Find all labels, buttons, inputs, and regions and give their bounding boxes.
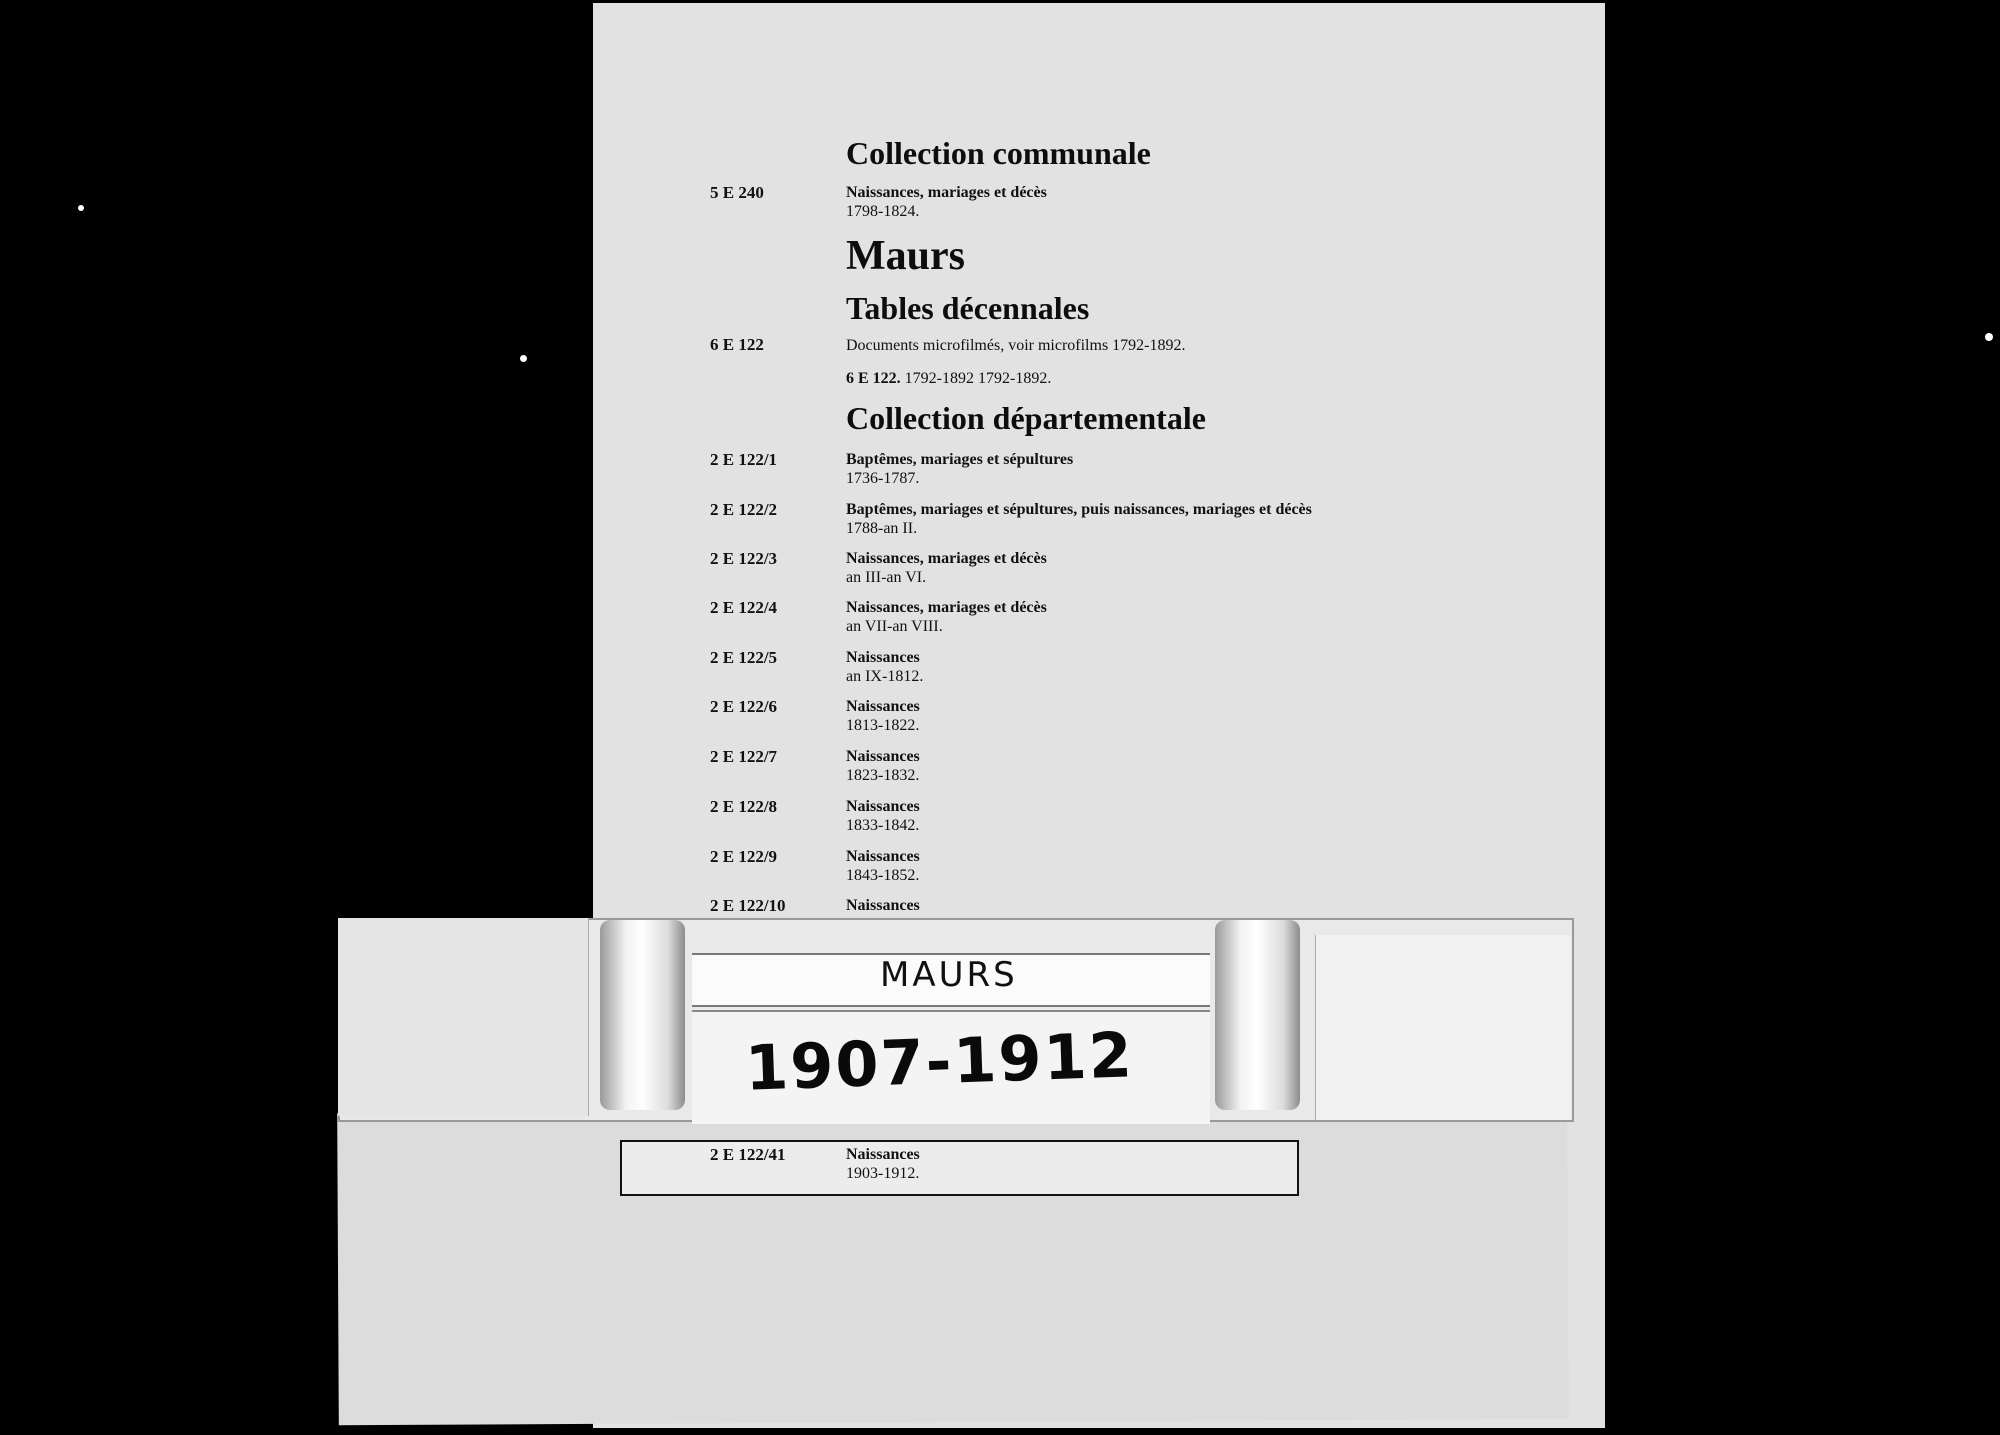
entry-title: Baptêmes, mariages et sépultures, puis naissances, mariages et décès [846, 501, 1312, 518]
last-entry-title: Naissances [846, 1146, 920, 1163]
tables-code: 6 E 122 [710, 335, 764, 354]
entry-dates: 1798-1824. [846, 203, 920, 220]
entry-title: Naissances, mariages et décès [846, 550, 1047, 567]
heading-collection-departementale: Collection départementale [846, 400, 1206, 436]
entry-description [846, 183, 1047, 221]
entry-description [846, 500, 1312, 538]
entry-code: 2 E 122/2 [710, 500, 778, 519]
label-years: 1907-1912 [743, 1018, 1136, 1105]
entry-description [846, 747, 920, 785]
entry-code: 2 E 122/7 [710, 747, 778, 766]
entry-dates: an III-an VI. [846, 569, 927, 586]
entry-code: 2 E 122/9 [710, 847, 778, 866]
last-entry-description [846, 1145, 920, 1183]
entry-title: Baptêmes, mariages et sépultures [846, 451, 1074, 468]
label-place: MAURS [880, 955, 1018, 995]
entry-title: Naissances [846, 649, 920, 666]
tables-note-code: 6 E 122. [846, 370, 901, 387]
entry-description [846, 847, 920, 885]
entry-dates: an IX-1812. [846, 668, 924, 685]
entry-description [846, 549, 1047, 587]
entry-code: 5 E 240 [710, 183, 764, 202]
last-entry-dates: 1903-1912. [846, 1165, 920, 1182]
last-entry-code: 2 E 122/41 [710, 1145, 786, 1164]
speck [78, 205, 84, 211]
tables-note [846, 370, 1051, 388]
entry-code: 2 E 122/1 [710, 450, 778, 469]
entry-code: 2 E 122/10 [710, 896, 786, 915]
entry-code: 2 E 122/4 [710, 598, 778, 617]
entry-title: Naissances [846, 848, 920, 865]
left-flap [338, 918, 589, 1116]
entry-dates: 1823-1832. [846, 767, 920, 784]
entry-description [846, 598, 1047, 636]
place-title: Maurs [846, 233, 965, 279]
speck [520, 355, 527, 362]
tables-note-dates: 1792-1892 1792-1892. [900, 370, 1052, 387]
right-flap [1315, 935, 1571, 1120]
entry-description [846, 697, 920, 735]
speck [1985, 333, 1993, 341]
entry-code: 2 E 122/3 [710, 549, 778, 568]
entry-code: 2 E 122/8 [710, 797, 778, 816]
entry-description [846, 896, 920, 915]
entry-title: Naissances [846, 897, 920, 914]
tables-text: Documents microfilmés, voir microfilms 1792-1892. [846, 337, 1186, 354]
entry-dates: 1843-1852. [846, 867, 920, 884]
entry-dates: 1833-1842. [846, 817, 920, 834]
left-roll [600, 920, 685, 1110]
entry-description [846, 450, 1073, 488]
right-roll [1215, 920, 1300, 1110]
entry-code: 2 E 122/6 [710, 697, 778, 716]
entry-title: Naissances, mariages et décès [846, 184, 1047, 201]
entry-description [846, 648, 923, 686]
entry-dates: 1788-an II. [846, 520, 918, 537]
entry-title: Naissances [846, 698, 920, 715]
entry-title: Naissances [846, 798, 920, 815]
entry-code: 2 E 122/5 [710, 648, 778, 667]
entry-dates: 1813-1822. [846, 717, 920, 734]
entry-dates: an VII-an VIII. [846, 618, 943, 635]
entry-description [846, 797, 920, 835]
heading-collection-communale: Collection communale [846, 135, 1151, 171]
entry-dates: 1736-1787. [846, 470, 920, 487]
heading-tables-decennales: Tables décennales [846, 290, 1090, 326]
entry-title: Naissances [846, 748, 920, 765]
entry-title: Naissances, mariages et décès [846, 599, 1047, 616]
